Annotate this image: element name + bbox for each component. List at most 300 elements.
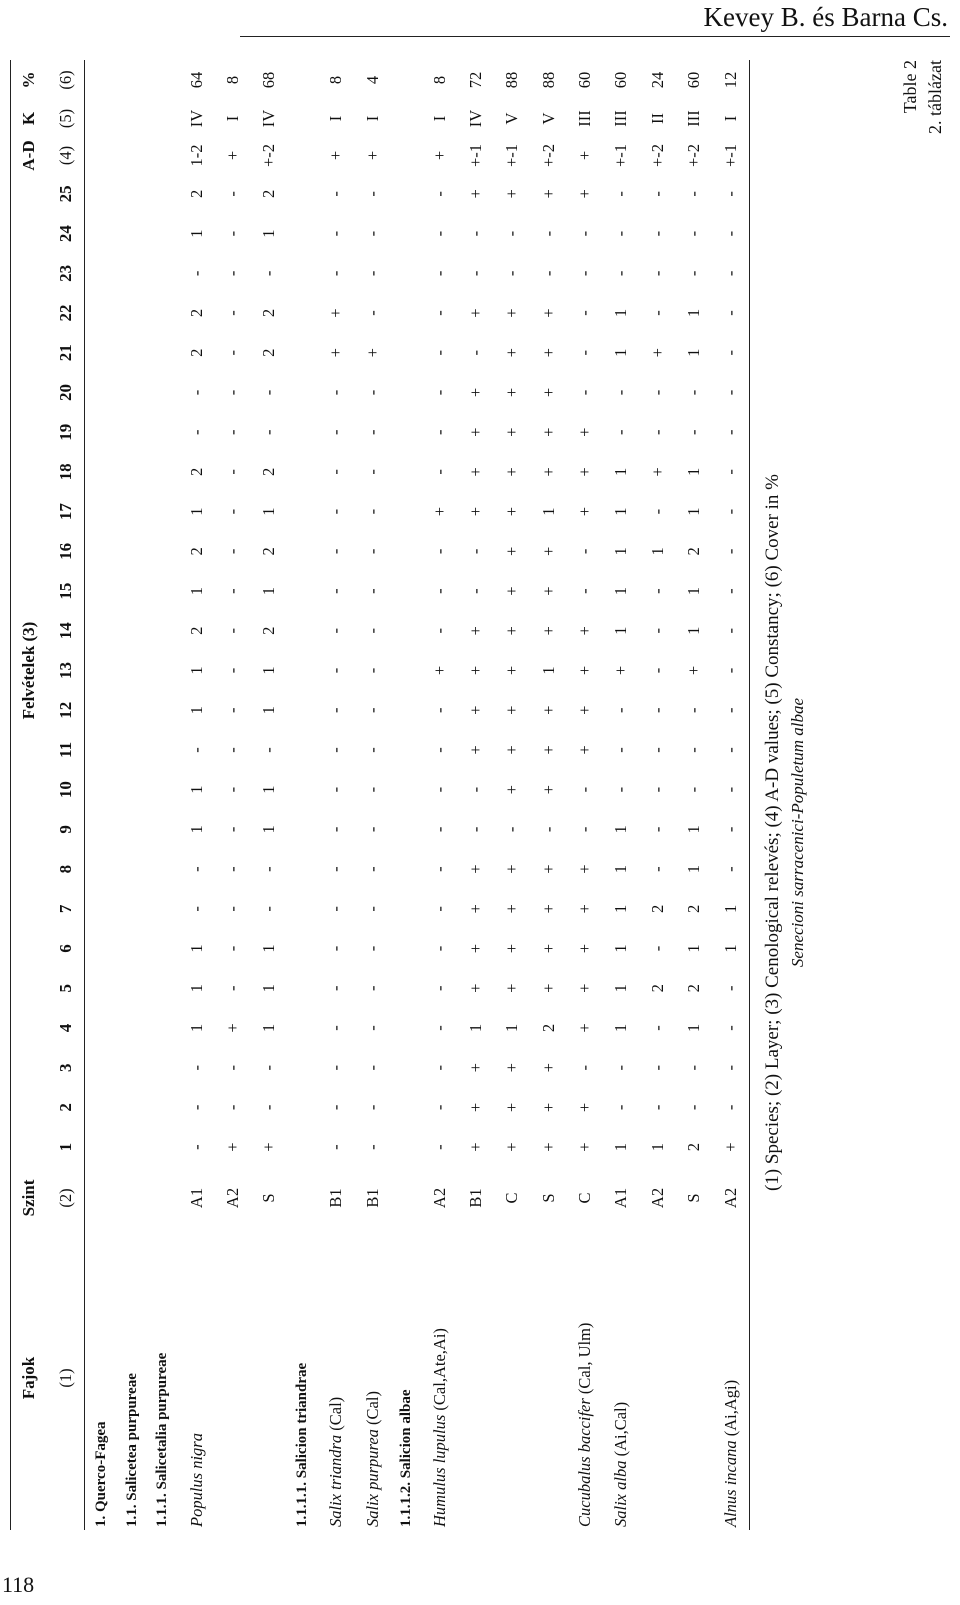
releve-value: +	[502, 1142, 522, 1152]
releve-value: -	[259, 429, 279, 435]
releve-number: 18	[48, 452, 85, 492]
releve-value: -	[712, 1048, 749, 1088]
releve-value: -	[362, 906, 382, 912]
releve-value: +	[538, 626, 558, 636]
releve-value: 1	[259, 944, 279, 953]
releve-value: -	[259, 389, 279, 396]
species-name: Salix triandra	[326, 1434, 346, 1527]
releve-number: 8	[48, 849, 85, 889]
species-cell	[251, 1229, 287, 1530]
releve-value: 1	[259, 507, 279, 516]
pct-cell: 88	[538, 71, 558, 89]
releve-value: -	[326, 1144, 346, 1150]
species-row	[494, 60, 530, 1530]
releve-value: +	[575, 1023, 595, 1033]
releve-value: -	[222, 508, 242, 515]
species-row	[251, 60, 287, 1530]
releve-value: -	[222, 191, 242, 197]
species-cell	[603, 1229, 639, 1530]
header-species: Fajok	[11, 1229, 48, 1530]
releve-value: -	[429, 1064, 449, 1071]
releve-value: -	[362, 1064, 382, 1071]
releve-value: +	[575, 904, 595, 914]
releve-value: 1	[611, 944, 631, 953]
releve-value: 2	[186, 547, 206, 556]
releve-value: -	[429, 548, 449, 555]
species-distribution: (Ai,Cal)	[611, 1401, 631, 1461]
releve-value: -	[186, 906, 206, 912]
releve-value: +	[466, 904, 486, 914]
releve-value: -	[222, 469, 242, 475]
releve-value: +	[538, 189, 558, 199]
header-rule	[240, 36, 950, 37]
releve-number: 21	[48, 333, 85, 373]
releve-value: 1	[186, 1023, 206, 1033]
releve-value: +	[466, 506, 486, 517]
releve-value: -	[712, 611, 749, 651]
releve-value: +	[502, 904, 522, 914]
releve-value: -	[684, 786, 704, 793]
releve-value: 2	[684, 547, 704, 556]
releve-value: -	[259, 747, 279, 753]
releve-value: -	[575, 389, 595, 396]
releve-value: -	[326, 747, 346, 753]
releve-value: -	[611, 230, 631, 237]
releve-value: +	[466, 427, 486, 437]
header-ad: A-D	[11, 137, 48, 174]
releve-value: -	[429, 1104, 449, 1111]
releve-value: -	[186, 270, 206, 277]
ad-cell: +-2	[538, 143, 558, 168]
releve-value: 2	[684, 904, 704, 913]
releve-value: 1	[259, 785, 279, 794]
releve-value: +	[362, 348, 382, 358]
releve-value: -	[611, 747, 631, 753]
releve-value: 1	[259, 229, 279, 238]
releve-value: 1	[611, 904, 631, 913]
releve-value: 1	[684, 586, 704, 596]
ad-cell: +-1	[502, 143, 522, 168]
releve-value: -	[712, 730, 749, 770]
releve-value: 1	[538, 666, 558, 675]
species-row	[567, 60, 603, 1530]
releve-value: -	[222, 707, 242, 713]
releve-value: -	[647, 588, 667, 594]
releve-value: +	[466, 665, 486, 676]
table-title: Senecioni sarracenici-Populetum albae	[788, 697, 807, 968]
releve-value: -	[326, 508, 346, 515]
releve-value: +	[259, 1142, 279, 1152]
table-legend: (1) Species; (2) Layer; (3) Cenological relevés; (4) A-D values; (5) Constancy; (6) Cover in %	[762, 473, 783, 1192]
releve-number: 20	[48, 373, 85, 413]
releve-value: 1	[259, 706, 279, 715]
pct-cell: 72	[466, 71, 486, 89]
releve-value: -	[712, 770, 749, 810]
releve-value: -	[712, 651, 749, 691]
releve-value: 1	[611, 547, 631, 556]
layer-cell: S	[538, 1193, 558, 1203]
releve-value: -	[466, 548, 486, 555]
releve-value: 2	[259, 467, 279, 477]
releve-value: +	[502, 864, 522, 874]
pct-cell: 88	[502, 71, 522, 89]
releve-value: -	[575, 310, 595, 316]
releve-value: -	[712, 1008, 749, 1048]
releve-value: 1	[684, 944, 704, 953]
releve-value: -	[684, 389, 704, 396]
releve-value: -	[222, 429, 242, 435]
species-cell	[318, 1229, 354, 1530]
releve-value: +	[647, 348, 667, 358]
k-cell: V	[538, 112, 558, 125]
releve-value: -	[362, 866, 382, 872]
releve-value: -	[222, 350, 242, 356]
releve-value: -	[326, 389, 346, 396]
k-cell: III	[575, 110, 595, 127]
species-cell	[640, 1229, 676, 1530]
pct-cell: 24	[647, 71, 667, 89]
releve-value: -	[186, 747, 206, 753]
releve-value: -	[326, 429, 346, 435]
releve-value: -	[222, 270, 242, 277]
releve-value: 1	[259, 984, 279, 993]
releve-number: 7	[48, 889, 85, 929]
species-name: Populus nigra	[186, 1433, 206, 1527]
releve-value: -	[429, 389, 449, 396]
releve-value: -	[362, 429, 382, 435]
ad-cell: +-2	[684, 143, 704, 168]
releve-value: -	[259, 906, 279, 912]
header-species-num: (1)	[48, 1229, 85, 1530]
releve-value: -	[575, 588, 595, 594]
releve-value: -	[326, 1104, 346, 1111]
releve-number: 15	[48, 571, 85, 611]
releve-value: -	[326, 826, 346, 833]
releve-value: -	[429, 191, 449, 197]
releve-value: -	[186, 1064, 206, 1071]
releve-value: -	[712, 373, 749, 413]
releve-value: -	[222, 945, 242, 952]
ad-cell: +-1	[466, 143, 486, 168]
releve-value: -	[466, 588, 486, 594]
k-cell: IV	[186, 109, 206, 128]
releve-value: -	[222, 588, 242, 594]
releve-value: 1	[186, 507, 206, 516]
header-layer: Szint	[11, 1167, 48, 1229]
releve-value: -	[429, 1144, 449, 1150]
releve-value: +	[538, 705, 558, 715]
header-k: K	[11, 100, 48, 137]
releve-value: -	[326, 548, 346, 555]
section-title: 1.1.1.1. Salicion triandrae	[294, 1362, 311, 1527]
releve-value: +	[466, 189, 486, 199]
releve-value: -	[647, 628, 667, 634]
releve-value: 2	[186, 308, 206, 318]
releve-number: 22	[48, 293, 85, 333]
releve-number: 2	[48, 1088, 85, 1128]
releve-value: 1	[186, 706, 206, 715]
releve-value: +	[466, 626, 486, 636]
k-cell: III	[684, 110, 704, 127]
releve-value: -	[326, 588, 346, 594]
layer-cell: A1	[186, 1187, 206, 1209]
releve-value: 2	[647, 904, 667, 913]
releve-value: +	[502, 348, 522, 358]
species-row	[712, 60, 749, 1530]
releve-value: -	[647, 1064, 667, 1071]
releve-number: 11	[48, 730, 85, 770]
releve-value: -	[684, 1104, 704, 1111]
releve-value: -	[429, 985, 449, 992]
releve-value: -	[429, 310, 449, 316]
species-name: Salix alba	[611, 1460, 631, 1527]
releve-value: -	[326, 628, 346, 634]
layer-cell: A2	[429, 1187, 449, 1209]
releve-number: 3	[48, 1048, 85, 1088]
layer-cell: B1	[362, 1188, 382, 1208]
releve-value: +	[538, 387, 558, 398]
pct-cell: 64	[186, 71, 206, 89]
header-pct: %	[11, 60, 48, 100]
releve-value: -	[222, 826, 242, 833]
releve-value: +	[466, 1142, 486, 1152]
releve-value: +	[538, 308, 558, 318]
layer-cell: C	[575, 1192, 595, 1204]
pct-cell: 60	[684, 71, 704, 89]
releve-value: +	[466, 705, 486, 715]
releve-value: -	[647, 826, 667, 833]
releve-value: 2	[538, 1023, 558, 1033]
pct-cell: 12	[712, 60, 749, 100]
species-distribution: (Ai,Agi)	[720, 1379, 740, 1441]
releve-value: -	[429, 945, 449, 952]
releve-value: +	[538, 427, 558, 437]
releve-value: -	[466, 826, 486, 833]
releve-value: +	[538, 785, 558, 795]
species-cell	[712, 1229, 749, 1530]
releve-value: +	[575, 626, 595, 636]
species-cell	[531, 1229, 567, 1530]
releve-value: +	[502, 626, 522, 636]
releve-number: 24	[48, 214, 85, 254]
releve-value: -	[611, 270, 631, 277]
releve-value: 1	[186, 984, 206, 993]
releve-value: -	[611, 1104, 631, 1111]
releve-value: -	[326, 230, 346, 237]
species-row	[355, 60, 391, 1530]
releve-value: +	[575, 189, 595, 199]
releve-number: 13	[48, 651, 85, 691]
releve-value: -	[326, 985, 346, 992]
releve-value: +	[502, 745, 522, 755]
species-row	[603, 60, 639, 1530]
releve-value: 1	[611, 984, 631, 993]
releve-value: -	[611, 429, 631, 435]
releve-value: +	[326, 308, 346, 318]
releve-value: +	[712, 1127, 749, 1167]
k-cell: I	[429, 115, 449, 122]
releve-value: 1	[611, 507, 631, 516]
releve-number: 4	[48, 1008, 85, 1048]
releve-value: -	[326, 270, 346, 277]
ad-cell: +-2	[259, 143, 279, 168]
header-row	[11, 60, 48, 1530]
releve-value: +	[575, 705, 595, 715]
releve-value: 2	[259, 189, 279, 198]
species-distribution: (Cal, Ulm)	[575, 1322, 595, 1399]
releve-value: -	[362, 747, 382, 753]
releve-value: -	[186, 1144, 206, 1150]
layer-cell: S	[259, 1193, 279, 1203]
releve-value: +	[502, 467, 522, 477]
releve-value: -	[429, 628, 449, 634]
releve-value: +	[575, 665, 595, 676]
releve-value: +	[538, 467, 558, 477]
releve-value: -	[362, 310, 382, 316]
releve-value: -	[222, 747, 242, 753]
k-cell: IV	[259, 109, 279, 128]
releve-value: -	[712, 412, 749, 452]
releve-value: -	[429, 747, 449, 753]
releve-value: 2	[259, 308, 279, 318]
releve-value: +	[429, 665, 449, 676]
pct-cell: 68	[259, 71, 279, 89]
releve-value: -	[684, 1064, 704, 1071]
releve-value: +	[326, 348, 346, 358]
releve-value: +	[538, 546, 558, 557]
species-cell	[494, 1229, 530, 1530]
releve-value: +	[502, 785, 522, 795]
k-cell: IV	[466, 109, 486, 128]
releve-value: -	[222, 628, 242, 634]
releve-value: -	[712, 690, 749, 730]
releve-value: 1	[259, 825, 279, 834]
species-row	[640, 60, 676, 1530]
releve-value: -	[362, 945, 382, 952]
releve-value: -	[362, 508, 382, 515]
releve-value: -	[326, 906, 346, 912]
releve-value: 1	[684, 825, 704, 834]
releve-value: -	[186, 1104, 206, 1111]
releve-value: 1	[186, 229, 206, 238]
releve-value: -	[575, 786, 595, 793]
releve-value: -	[222, 310, 242, 316]
releve-value: -	[429, 270, 449, 277]
releve-value: +	[466, 387, 486, 398]
releve-value: +	[502, 387, 522, 398]
releve-value: -	[362, 786, 382, 793]
releve-value: -	[326, 945, 346, 952]
releve-number: 9	[48, 810, 85, 850]
section-title: 1.1. Salicetea purpureae	[123, 1373, 140, 1527]
ad-cell: +-1	[611, 143, 631, 168]
releve-value: -	[712, 452, 749, 492]
k-cell: I	[712, 100, 749, 137]
releve-value: 1	[186, 586, 206, 596]
layer-cell: A2	[222, 1187, 242, 1209]
releve-value: 1	[684, 348, 704, 357]
releve-value: +	[502, 1063, 522, 1073]
section-title: 1.1.1.2. Salicion albae	[397, 1389, 414, 1527]
releve-value: -	[684, 230, 704, 237]
releve-number: 23	[48, 253, 85, 293]
releve-value: -	[712, 1088, 749, 1128]
releve-value: 1	[684, 308, 704, 318]
table-label-en: Table 2	[900, 60, 920, 114]
releve-value: -	[647, 508, 667, 515]
species-name: Salix purpurea	[362, 1429, 382, 1527]
releve-value: -	[362, 707, 382, 713]
releve-value: -	[611, 389, 631, 396]
releve-value: -	[429, 906, 449, 912]
releve-value: +	[538, 1063, 558, 1073]
releve-value: -	[712, 492, 749, 532]
releve-value: +	[538, 864, 558, 874]
species-row	[318, 60, 354, 1530]
releve-value: +	[222, 1023, 242, 1033]
releve-value: 1	[712, 929, 749, 969]
releve-value: -	[222, 548, 242, 555]
releve-value: -	[429, 588, 449, 594]
releve-value: +	[502, 983, 522, 993]
releve-value: -	[222, 786, 242, 793]
releve-value: -	[362, 826, 382, 833]
releve-value: +	[466, 983, 486, 993]
releve-value: -	[259, 1064, 279, 1071]
releve-value: 1	[684, 626, 704, 635]
releve-value: -	[326, 1025, 346, 1031]
releve-value: -	[575, 826, 595, 833]
releve-value: 1	[684, 864, 704, 874]
species-name: Cucubalus baccifer	[575, 1398, 595, 1527]
releve-value: 1	[502, 1023, 522, 1033]
releve-value: +	[502, 705, 522, 715]
ad-cell: +-1	[712, 137, 749, 174]
releve-value: -	[222, 1104, 242, 1111]
releve-value: -	[326, 469, 346, 475]
section-row	[117, 60, 148, 1530]
releve-number: 6	[48, 929, 85, 969]
releve-number: 17	[48, 492, 85, 532]
releve-value: -	[647, 230, 667, 237]
releve-value: -	[712, 532, 749, 572]
releve-value: -	[429, 350, 449, 356]
header-k-num: (5)	[48, 100, 85, 137]
table-label-hu: 2. táblázat	[925, 60, 945, 134]
releve-value: +	[538, 904, 558, 914]
ad-cell: +	[222, 150, 242, 161]
releve-value: -	[684, 191, 704, 197]
releve-value: -	[362, 548, 382, 555]
releve-value: -	[326, 786, 346, 793]
pct-cell: 8	[222, 75, 242, 85]
releve-value: -	[647, 191, 667, 197]
releve-value: 2	[684, 1143, 704, 1152]
releve-value: 1	[647, 1143, 667, 1152]
releve-value: -	[429, 469, 449, 475]
ad-cell: +	[326, 150, 346, 161]
layer-cell: C	[502, 1192, 522, 1204]
k-cell: I	[326, 115, 346, 122]
releve-value: -	[575, 350, 595, 356]
releve-value: 1	[186, 785, 206, 794]
releve-value: +	[538, 586, 558, 596]
header-layer-num: (2)	[48, 1167, 85, 1229]
species-cell	[676, 1229, 712, 1530]
releve-value: -	[575, 1064, 595, 1071]
releve-value: -	[611, 1064, 631, 1071]
releve-value: +	[538, 745, 558, 755]
